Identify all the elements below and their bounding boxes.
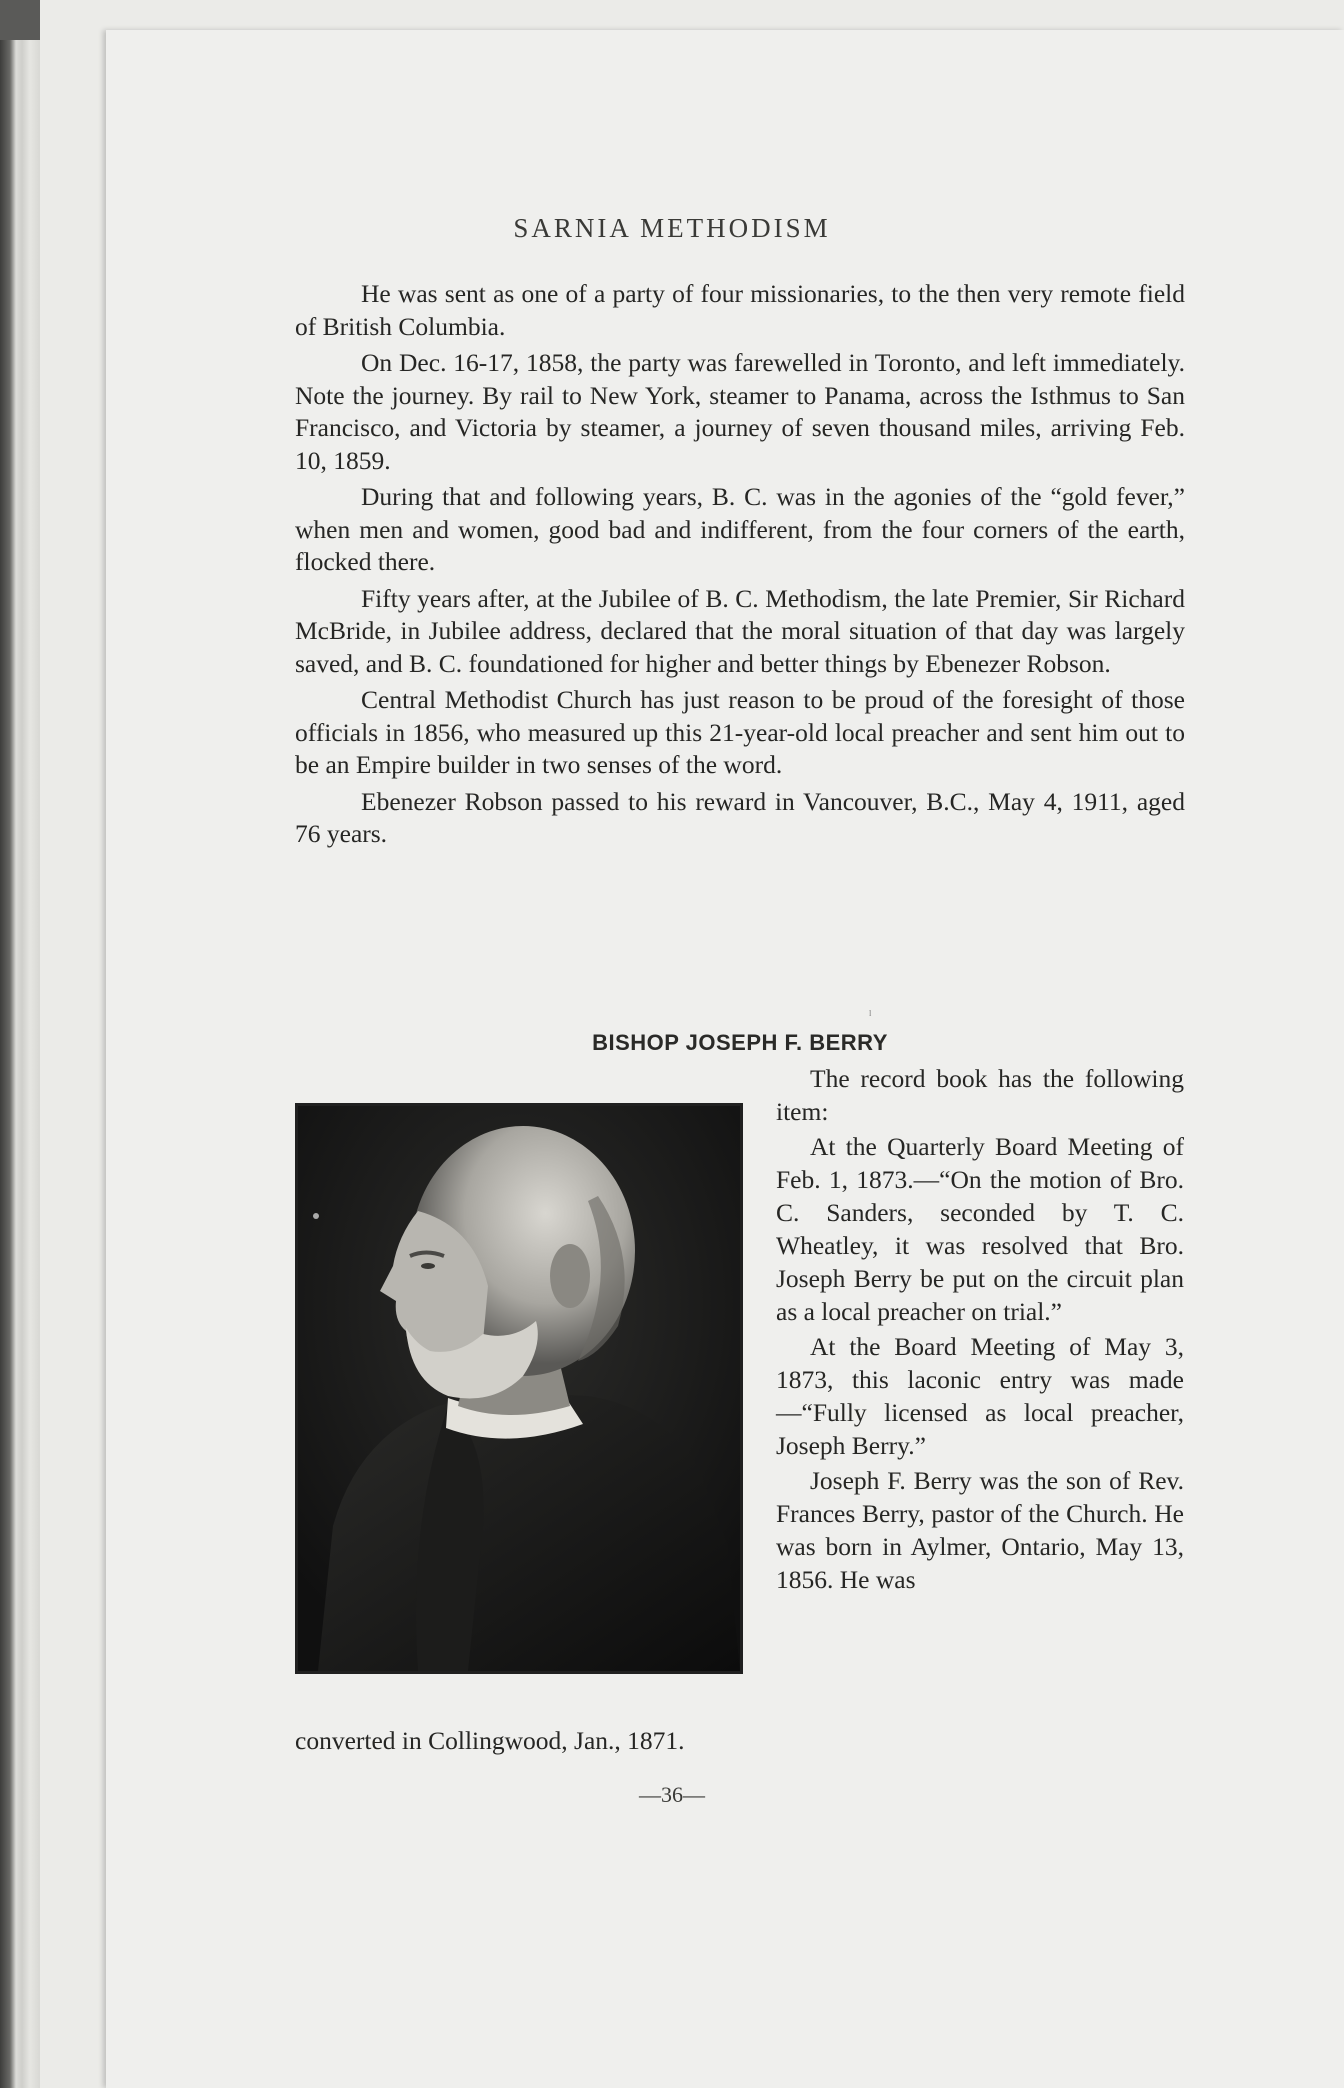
paragraph: Joseph F. Berry was the son of Rev. Frances Berry, pastor of the Church. He was born in Aylmer, Ontario, May 13, 1856. He was [776, 1466, 1184, 1594]
running-head: SARNIA METHODISM [513, 213, 831, 243]
right-column-text [776, 1062, 1184, 1598]
paragraph: At the Quarterly Board Meeting of Feb. 1, 1873.—“On the motion of Bro. C. Sanders, seconded by T. C. Wheatley, it was resolved that Bro. Joseph Berry be put on the circuit plan as a local preacher on trial.” [776, 1132, 1184, 1326]
page-number: —36— [639, 1782, 705, 1807]
section-heading: BISHOP JOSEPH F. BERRY [592, 1030, 888, 1055]
paragraph: During that and following years, B. C. was in the agonies of the “gold fever,” when men and women, good bad and indifferent, from the four corners of the earth, flocked there. [295, 482, 1185, 576]
paragraph: Central Methodist Church has just reason to be proud of the foresight of those officials in 1856, who measured up this 21-year-old local preacher and sent him out to be an Empire builder in two senses of the word. [295, 685, 1185, 779]
paragraph: Fifty years after, at the Jubilee of B. C. Methodism, the late Premier, Sir Richard McBride, in Jubilee address, declared that the moral situation of that day was largely saved, and B. C. foundationed for higher and better things by Ebenezer Robson. [295, 583, 1185, 678]
continued-line: converted in Collingwood, Jan., 1871. [295, 1726, 685, 1755]
paragraph: He was sent as one of a party of four missionaries, to the then very remote field of British Columbia. [295, 279, 1185, 341]
book-page-stack [0, 40, 40, 2088]
portrait-photo [295, 1103, 743, 1674]
portrait-image [298, 1106, 740, 1671]
paragraph: On Dec. 16-17, 1858, the party was farewelled in Toronto, and left immediately. Note the journey. By rail to New York, steamer to Panama, across the Isthmus to San Francisco, and Victoria by steamer, a journey of seven thousand miles, arriving Feb. 10, 1859. [295, 348, 1185, 475]
stray-mark: ˡ [869, 1009, 872, 1024]
paragraph: Ebenezer Robson passed to his reward in Vancouver, B.C., May 4, 1911, aged 76 years. [295, 786, 1185, 848]
paragraph: At the Board Meeting of May 3, 1873, this laconic entry was made—“Fully licensed as local preacher, Joseph Berry.” [776, 1332, 1184, 1460]
body-text [295, 278, 1185, 855]
paragraph: The record book has the following item: [776, 1064, 1184, 1126]
